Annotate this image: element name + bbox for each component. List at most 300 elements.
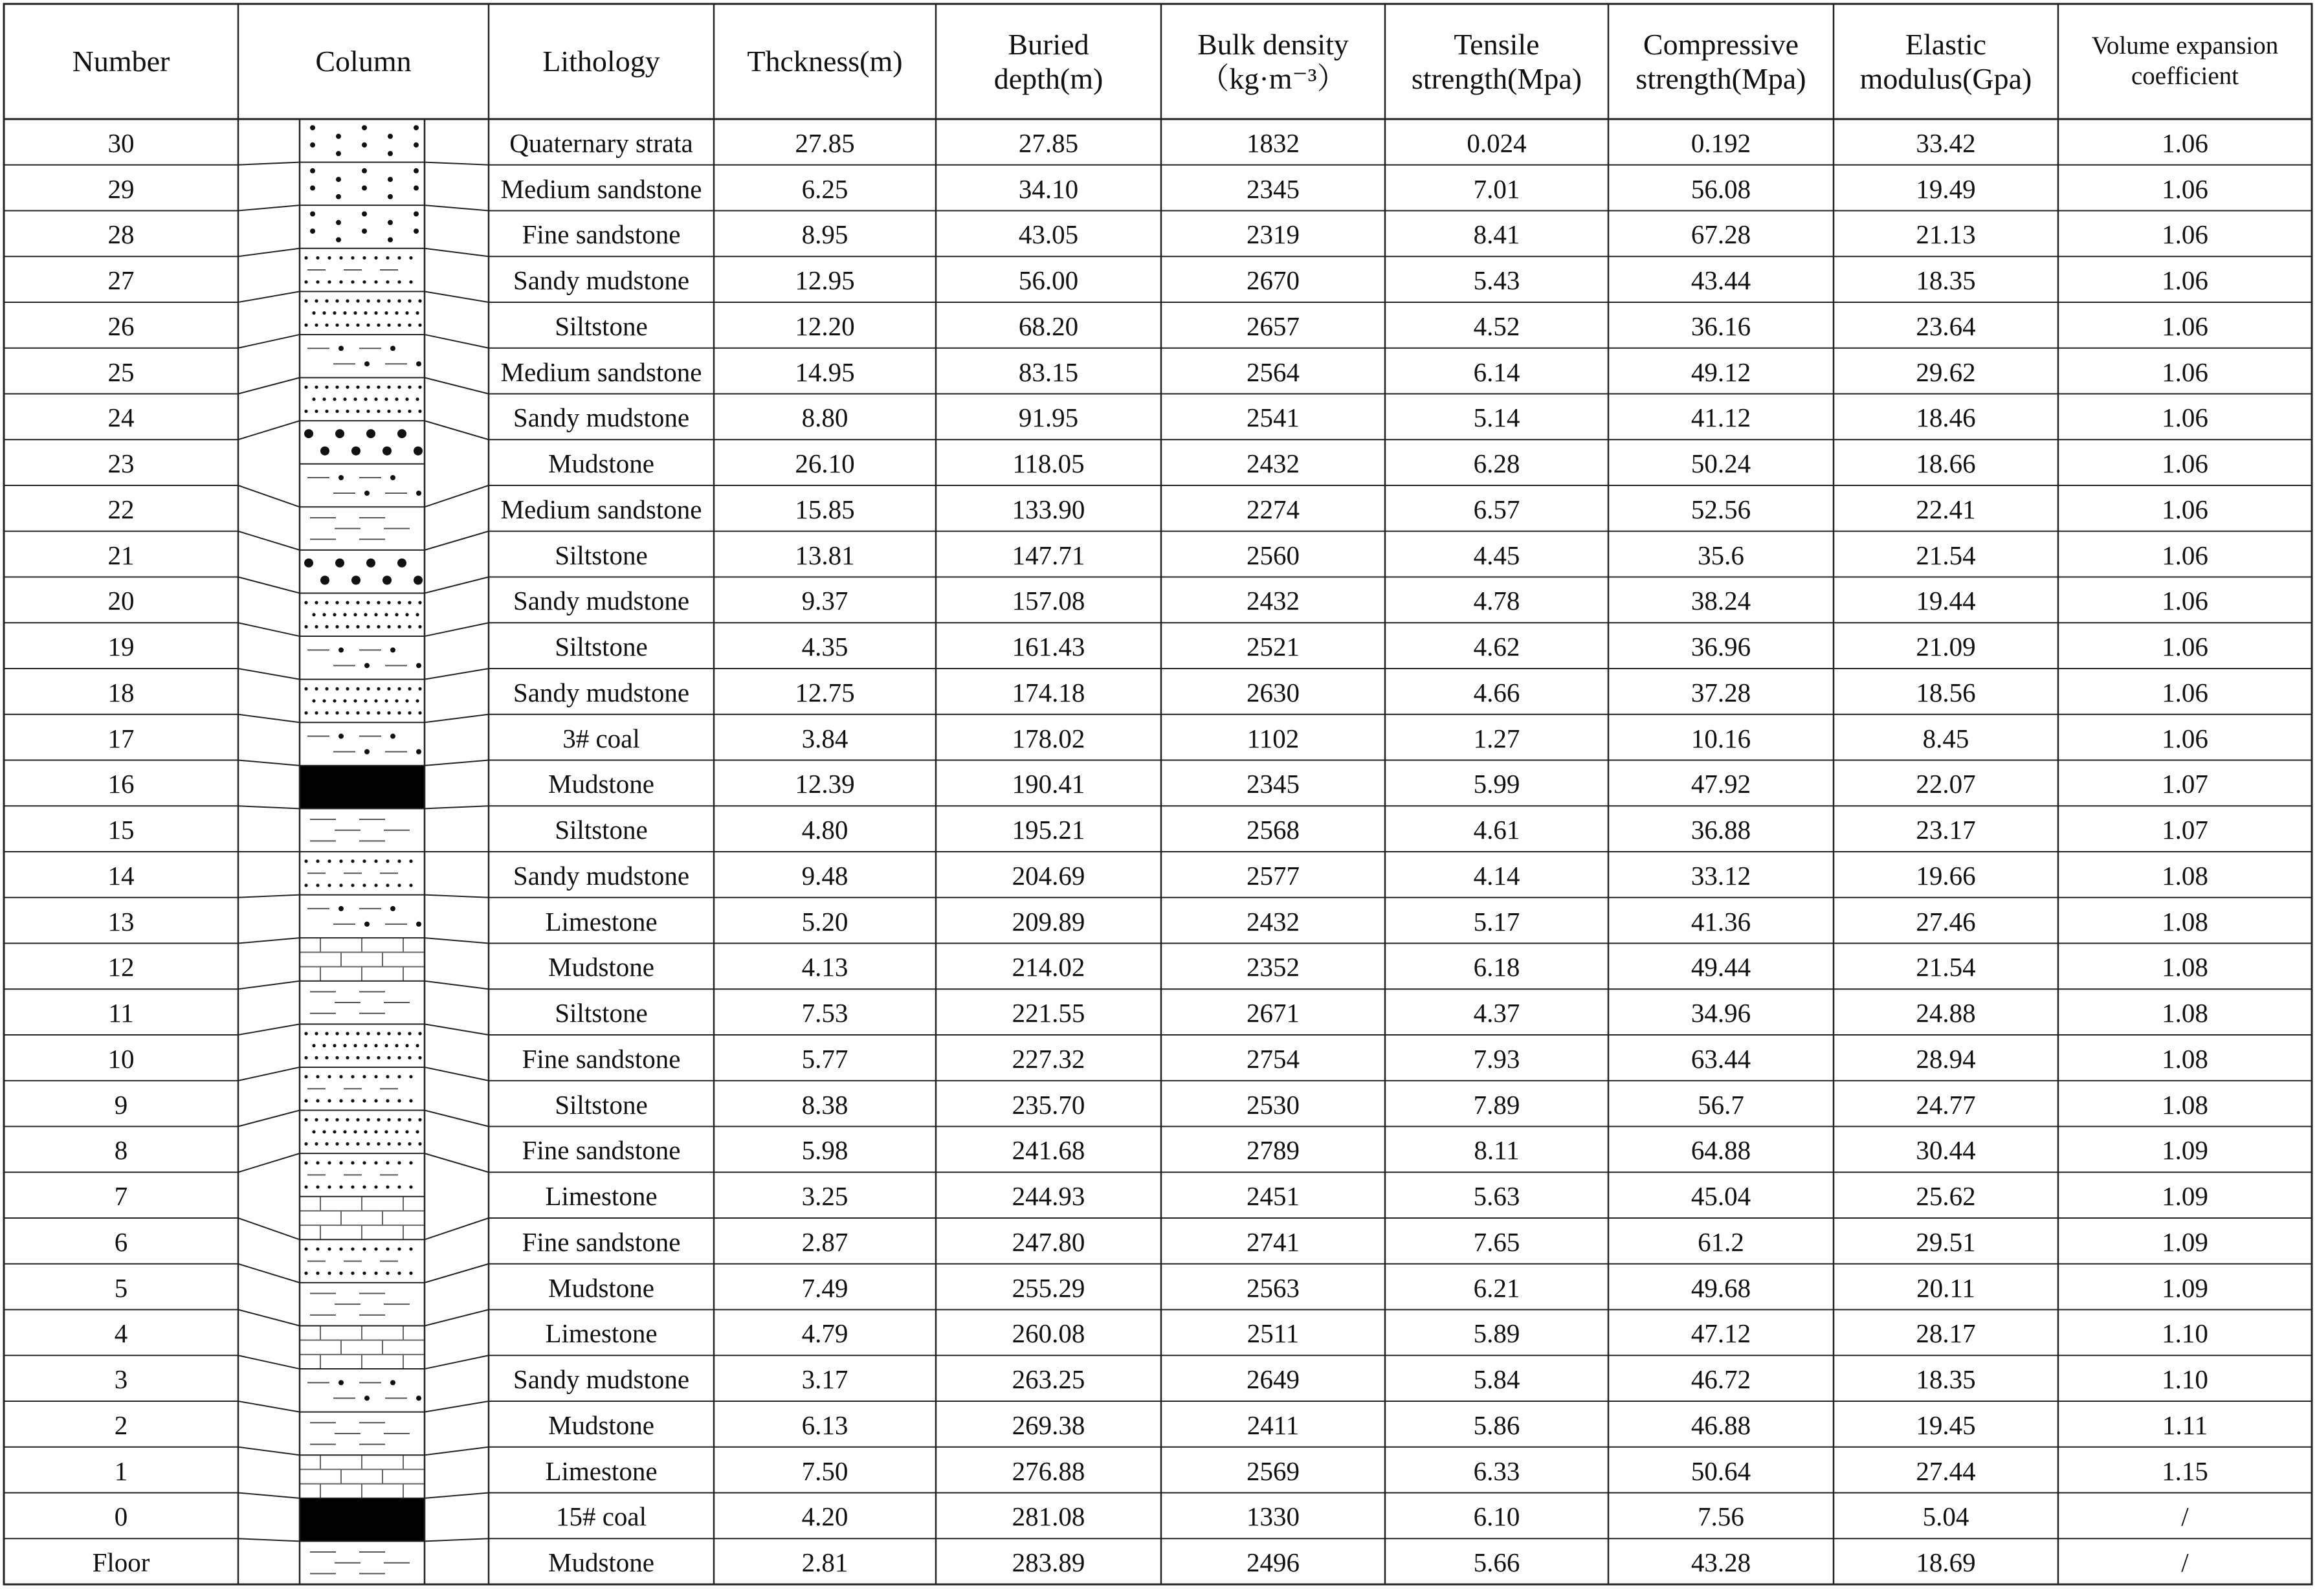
pattern-dot [351,859,354,863]
header-line: Buried [1008,27,1089,61]
thickness-cell: 5.77 [801,1043,848,1074]
pattern-dot [364,663,370,668]
pattern-dot [408,410,411,413]
pattern-dot [374,1044,377,1047]
depth-cell: 174.18 [1012,677,1085,707]
elastic-cell: 18.35 [1916,265,1976,296]
pattern-dot [339,1185,342,1188]
pattern-dot [310,211,315,216]
lithology-cell: Fine sandstone [522,219,681,250]
compressive-cell: 35.6 [1698,540,1744,570]
pattern-dot [388,134,393,139]
pattern-dot [362,1099,366,1102]
pattern-dot [316,1075,319,1078]
thickness-cell: 8.95 [801,219,848,250]
pattern-dot [364,1044,367,1047]
pattern-dot [339,280,342,283]
pattern-dot [362,228,367,234]
pattern-dot [335,429,344,438]
number-cell: 5 [114,1272,128,1303]
pattern-dot [335,601,338,604]
tensile-cell: 5.84 [1473,1364,1520,1395]
expansion-cell: 1.06 [2162,540,2208,570]
pattern-dot [374,280,377,283]
pattern-dot [377,1056,380,1059]
pattern-dot [304,1272,307,1275]
compressive-cell: 34.96 [1691,998,1751,1028]
expansion-cell: 1.10 [2162,1318,2208,1349]
number-cell: 21 [107,540,135,570]
pattern-dot [405,311,408,315]
pattern-dot [374,883,377,887]
pattern-dot [304,859,307,863]
pattern-dot [333,613,336,616]
pattern-dot [315,1056,318,1059]
pattern-dot [366,1032,370,1035]
leader-line [238,577,300,593]
number-cell: 16 [107,769,135,799]
pattern-dot [336,134,341,139]
pattern-dot [322,699,326,702]
density-cell: 2754 [1247,1043,1300,1074]
pattern-dot [397,625,401,628]
pattern-dot [346,410,349,413]
leader-line [238,335,300,348]
expansion-cell: 1.06 [2162,632,2208,662]
pattern-dot [416,1395,421,1401]
pattern-dot [339,1272,342,1275]
density-cell: 2789 [1247,1135,1300,1166]
leader-line [238,715,300,722]
pattern-dot [336,220,341,225]
pattern-dot [315,1118,318,1122]
pattern-dot [327,1161,331,1164]
compressive-cell: 36.16 [1691,311,1751,341]
number-cell: 26 [107,311,135,341]
density-cell: 2657 [1247,311,1300,341]
pattern-dot [362,1272,366,1275]
pattern-dot [374,311,377,315]
number-cell: 4 [114,1318,128,1349]
pattern-dot [315,601,318,604]
pattern-dot [374,613,377,616]
leader-line [425,485,489,507]
thickness-cell: 12.20 [795,311,855,341]
depth-cell: 43.05 [1018,219,1079,250]
elastic-cell: 20.11 [1916,1272,1975,1303]
pattern-dot [374,1185,377,1188]
pattern-dot [351,256,354,260]
pattern-dot [304,1056,307,1059]
compressive-cell: 10.16 [1691,723,1751,753]
pattern-dot [304,256,307,260]
elastic-cell: 8.45 [1922,723,1969,753]
expansion-cell: 1.08 [2162,906,2208,937]
pattern-dot [362,1075,366,1078]
pattern-dot [336,237,341,242]
pattern-dot [339,1099,342,1102]
density-cell: 2630 [1247,677,1300,707]
pattern-dot [310,142,315,148]
elastic-cell: 29.62 [1916,357,1976,387]
pattern-dot [351,1272,354,1275]
tensile-cell: 1.27 [1473,723,1520,753]
leader-line [425,806,489,808]
pattern-dot [338,475,344,480]
pattern-dot [362,142,367,148]
pattern-dot [364,311,367,315]
elastic-cell: 18.66 [1916,449,1976,479]
pattern-dot [374,1130,377,1133]
elastic-cell: 27.46 [1916,906,1976,937]
tensile-cell: 8.41 [1473,219,1520,250]
depth-cell: 221.55 [1012,998,1085,1028]
pattern-dot [327,1099,331,1102]
pattern-dot [416,699,419,702]
pattern-dot [397,1247,401,1250]
density-cell: 2451 [1247,1181,1300,1212]
compressive-cell: 43.28 [1691,1547,1751,1578]
lithology-cell: Sandy mudstone [513,677,690,707]
lithology-cell: Sandy mudstone [513,403,690,433]
pattern-dot [315,711,318,715]
pattern-dot [364,749,370,755]
pattern-dot [346,1032,349,1035]
pattern-dot [409,280,412,283]
pattern-dot [418,687,421,691]
lithology-cell: Siltstone [555,632,648,662]
leader-line [425,205,489,210]
thickness-cell: 7.53 [801,998,848,1028]
pattern-dot [397,410,401,413]
pattern-dot [336,177,341,182]
pattern-dot [418,299,421,302]
pattern-dot [409,1185,412,1188]
leader-line [425,1264,489,1283]
pattern-dot [362,859,366,863]
pattern-dot [364,1130,367,1133]
header-cell [1608,4,1834,119]
pattern-dot [409,1075,412,1078]
pattern-dot [362,125,367,130]
pattern-dot [408,625,411,628]
pattern-dot [377,625,380,628]
header-cell [4,4,238,119]
pattern-dot [327,1075,331,1078]
density-cell: 2649 [1247,1364,1300,1395]
thickness-cell: 27.85 [795,127,855,158]
pattern-dot [366,1118,370,1122]
pattern-dot [335,324,338,327]
pattern-dot [387,1032,390,1035]
leader-line [425,1401,489,1412]
pattern-dot [387,625,390,628]
pattern-dot [364,1395,370,1401]
pattern-dot [397,1272,401,1275]
pattern-dot [356,386,359,389]
pattern-dot [386,883,389,887]
thickness-cell: 5.20 [801,906,848,937]
header-cell [2058,4,2312,119]
depth-cell: 276.88 [1012,1456,1085,1486]
pattern-dot [390,906,395,911]
pattern-dot [382,447,392,456]
header-line: Lithology [542,45,660,78]
pattern-dot [343,1044,346,1047]
elastic-cell: 28.17 [1916,1318,1976,1349]
number-cell: 1 [114,1456,128,1486]
tensile-cell: 4.66 [1473,677,1520,707]
leader-line [425,981,489,989]
pattern-dot [327,1247,331,1250]
pattern-dot [418,386,421,389]
pattern-dot [397,1142,401,1146]
depth-cell: 118.05 [1012,449,1085,479]
tensile-cell: 0.024 [1467,127,1527,158]
leader-line [238,806,300,808]
elastic-cell: 18.35 [1916,1364,1976,1395]
number-cell: 20 [107,586,135,616]
elastic-cell: 21.54 [1916,952,1976,982]
pattern-dot [377,1118,380,1122]
pattern-dot [325,1056,328,1059]
pattern-dot [346,1118,349,1122]
pattern-dot [408,1142,411,1146]
pattern-dot [397,1032,401,1035]
pattern-dot [325,410,328,413]
pattern-dot [339,1075,342,1078]
elastic-cell: 22.41 [1916,494,1976,524]
header-line: Number [72,45,170,78]
pattern-dot [414,125,419,130]
leader-line [238,1067,300,1081]
pattern-dot [353,699,357,702]
density-cell: 2432 [1247,906,1300,937]
pattern-dot [343,311,346,315]
pattern-dot [395,397,398,401]
pattern-dot [325,687,328,691]
pattern-dot [397,429,406,438]
pattern-dot [327,256,331,260]
pattern-dot [325,601,328,604]
expansion-cell: 1.06 [2162,494,2208,524]
number-cell: 24 [107,403,135,433]
pattern-dot [325,1032,328,1035]
expansion-cell: 1.09 [2162,1226,2208,1257]
leader-line [238,205,300,210]
pattern-dot [320,575,329,584]
pattern-dot [366,601,370,604]
pattern-dot [325,1118,328,1122]
pattern-dot [322,613,326,616]
leader-line [425,577,489,593]
pattern-dot [304,299,307,302]
compressive-cell: 41.12 [1691,403,1751,433]
pattern-dot [316,1272,319,1275]
header-cell [714,4,936,119]
pattern-dot [384,397,388,401]
pattern-dot [362,168,367,173]
elastic-cell: 5.04 [1922,1502,1969,1532]
pattern-dot [325,1142,328,1146]
pattern-dot [320,447,329,456]
pattern-dot [304,410,307,413]
elastic-cell: 24.77 [1916,1089,1976,1120]
expansion-cell: / [2181,1502,2189,1532]
tensile-cell: 5.89 [1473,1318,1520,1349]
pattern-dot [343,699,346,702]
expansion-cell: 1.09 [2162,1272,2208,1303]
expansion-cell: 1.15 [2162,1456,2208,1486]
number-cell: 19 [107,632,135,662]
density-cell: 2345 [1247,769,1300,799]
leader-line [425,162,489,165]
pattern-dot [366,324,370,327]
number-cell: 10 [107,1043,135,1074]
pattern-dot [338,906,344,911]
number-cell: 23 [107,449,135,479]
density-cell: 1330 [1247,1502,1300,1532]
pattern-dot [414,142,419,148]
depth-cell: 56.00 [1018,265,1079,296]
pattern-dot [386,1272,389,1275]
compressive-cell: 61.2 [1698,1226,1744,1257]
thickness-cell: 12.39 [795,769,855,799]
pattern-dot [356,601,359,604]
density-cell: 2511 [1247,1318,1300,1349]
leader-line [425,1310,489,1326]
elastic-cell: 23.64 [1916,311,1976,341]
pattern-dot [362,1247,366,1250]
pattern-dot [335,1056,338,1059]
tensile-cell: 7.01 [1473,173,1520,204]
pattern-dot [343,613,346,616]
compressive-cell: 38.24 [1691,586,1751,616]
pattern-dot [335,559,344,568]
pattern-dot [405,613,408,616]
expansion-cell: 1.06 [2162,677,2208,707]
depth-cell: 27.85 [1018,127,1079,158]
lithology-cell: Mudstone [548,952,654,982]
lithology-cell: Mudstone [548,449,654,479]
thickness-cell: 2.81 [801,1547,848,1578]
pattern-dot [304,883,307,887]
pattern-dot [374,397,377,401]
lithology-cell: 15# coal [555,1502,647,1532]
pattern-dot [338,647,344,652]
pattern-dot [366,386,370,389]
pattern-dot [374,859,377,863]
pattern-dot [418,410,421,413]
leader-line [425,1218,489,1239]
leader-line [425,1067,489,1081]
header-cell [1385,4,1608,119]
tensile-cell: 6.33 [1473,1456,1520,1486]
pattern-dot [335,687,338,691]
depth-cell: 204.69 [1012,860,1085,891]
elastic-cell: 19.44 [1916,586,1976,616]
depth-cell: 91.95 [1018,403,1079,433]
pattern-dot [374,699,377,702]
thickness-cell: 12.95 [795,265,855,296]
pattern-dot [416,397,419,401]
leader-line [238,291,300,302]
compressive-cell: 56.08 [1691,173,1751,204]
pattern-dot [384,613,388,616]
pattern-dot [366,687,370,691]
depth-cell: 263.25 [1012,1364,1085,1395]
pattern-dot [312,699,315,702]
coal-seam [300,766,425,809]
pattern-dot [315,1142,318,1146]
elastic-cell: 21.13 [1916,219,1976,250]
pattern-dot [304,601,307,604]
pattern-dot [390,647,395,652]
depth-cell: 209.89 [1012,906,1085,937]
tensile-cell: 4.14 [1473,860,1520,891]
pattern-dot [335,711,338,715]
density-cell: 2521 [1247,632,1300,662]
pattern-dot [384,1044,388,1047]
pattern-dot [418,1142,421,1146]
pattern-dot [386,1185,389,1188]
pattern-dot [333,1130,336,1133]
expansion-cell: 1.06 [2162,449,2208,479]
lithology-cell: Sandy mudstone [513,860,690,891]
compressive-cell: 33.12 [1691,860,1751,891]
pattern-dot [386,1161,389,1164]
pattern-dot [312,613,315,616]
lithology-cell: Siltstone [555,998,648,1028]
expansion-cell: 1.06 [2162,173,2208,204]
pattern-dot [325,299,328,302]
pattern-dot [339,1161,342,1164]
pattern-dot [325,324,328,327]
pattern-dot [316,883,319,887]
header-line: Column [315,45,412,78]
pattern-dot [310,168,315,173]
pattern-dot [405,699,408,702]
pattern-dot [386,280,389,283]
header-line: Compressive [1643,27,1799,61]
pattern-dot [366,299,370,302]
leader-line [425,895,489,898]
lithology-cell: Fine sandstone [522,1226,681,1257]
pattern-dot [325,625,328,628]
elastic-cell: 18.69 [1916,1547,1976,1578]
compressive-cell: 49.44 [1691,952,1751,982]
density-cell: 2671 [1247,998,1300,1028]
stratigraphic-column [238,119,489,1584]
tensile-cell: 4.61 [1473,815,1520,845]
thickness-cell: 15.85 [795,494,855,524]
depth-cell: 255.29 [1012,1272,1085,1303]
pattern-dot [333,397,336,401]
pattern-dot [388,151,393,156]
leader-line [238,162,300,165]
pattern-dot [408,299,411,302]
elastic-cell: 19.66 [1916,860,1976,891]
thickness-cell: 8.80 [801,403,848,433]
elastic-cell: 29.51 [1916,1226,1976,1257]
thickness-cell: 9.37 [801,586,848,616]
density-cell: 2560 [1247,540,1300,570]
leader-line [425,669,489,680]
pattern-dot [304,687,307,691]
pattern-dot [387,601,390,604]
leader-line [238,249,300,256]
expansion-cell: 1.09 [2162,1181,2208,1212]
